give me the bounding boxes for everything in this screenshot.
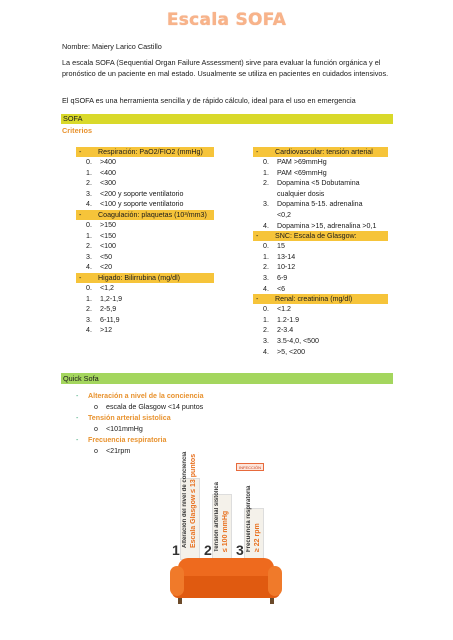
list-item: 2. <300 — [86, 179, 116, 188]
list-item: 3. 6-9 — [263, 273, 288, 282]
group-header: - SNC: Escala de Glasgow: — [253, 231, 388, 241]
list-item: 2. 10-12 — [263, 263, 296, 272]
list-item: 3. 3.5-4,0, <500 — [263, 336, 320, 345]
qsofa-sofa-illustration — [170, 451, 282, 608]
group-header: - Cardiovascular: tensión arterial — [253, 147, 388, 157]
list-item: - Alteración a nivel de la conciencia — [76, 392, 204, 400]
step-1-value: Escala Glasgow ≤ 13 puntos — [190, 453, 197, 548]
list-subitem: o <101mmHg — [94, 425, 143, 433]
list-item: 1. PAM <69mmHg — [263, 168, 327, 177]
list-item: 4. >12 — [86, 326, 113, 335]
step-3-number: 3 — [236, 542, 244, 558]
quick-sofa-bar: Quick Sofa — [61, 373, 393, 384]
list-item: 0. <1.2 — [263, 305, 292, 314]
list-item: 0. <1,2 — [86, 283, 115, 292]
list-item: 1. 1,2-1,9 — [86, 294, 123, 303]
list-item: 3. 6-11,9 — [86, 315, 120, 324]
list-subitem: o escala de Glasgow <14 puntos — [94, 403, 204, 411]
sofa-arm-right — [268, 566, 282, 596]
group-coagulacion — [76, 210, 214, 273]
list-item: 2. 2-5,9 — [86, 305, 117, 314]
list-item: 0. >400 — [86, 158, 116, 166]
step-1-number: 1 — [172, 542, 180, 558]
group-snc — [253, 231, 388, 294]
list-item: - Tensión arterial sistolica — [76, 414, 171, 422]
list-item: 4. Dopamina >15, adrenalina >0,1 — [263, 221, 377, 230]
list-item: 3. Dopamina 5-15. adrenalina <0,2 — [263, 200, 363, 219]
list-item: 2. 2-3.4 — [263, 326, 294, 335]
group-renal — [253, 294, 388, 357]
group-higado — [76, 273, 214, 336]
step-2-number: 2 — [204, 542, 212, 558]
group-header: - Renal: creatinina (mg/dl) — [253, 294, 388, 304]
list-item: 4. >5, <200 — [263, 347, 306, 356]
list-item: 1. <150 — [86, 231, 116, 240]
sofa-leg — [270, 598, 274, 604]
left-criteria-column — [76, 147, 214, 336]
sofa-arm-left — [170, 566, 184, 596]
right-criteria-column — [253, 147, 388, 357]
group-cardiovascular — [253, 147, 388, 231]
criterios-heading: Criterios — [62, 126, 93, 135]
list-item: 1. 13-14 — [263, 252, 296, 261]
sofa-seat — [172, 576, 280, 598]
quick-sofa-list — [76, 391, 204, 457]
group-header: - Coagulación: plaquetas (10³/mm3) — [76, 210, 214, 220]
list-item: 4. <100 y soporte ventilatorio — [86, 200, 184, 209]
list-subitem: o <21rpm — [94, 447, 131, 455]
group-header: - Respiración: PaO2/FIO2 (mmHg) — [76, 147, 214, 157]
page-title: Escala SOFA — [166, 10, 287, 30]
list-item: 4. <20 — [86, 263, 113, 272]
step-1-label: Alteración del nivel de conciencia — [182, 451, 188, 548]
step-3-value: ≥ 22 rpm — [254, 523, 261, 552]
list-item: 3. <50 — [86, 252, 113, 261]
intro-paragraph: La escala SOFA (Sequential Organ Failure Assessment) sirve para evaluar la función orgánica y el pronóstico de un paciente en mal estado. Usualmente se utiliza en pacientes en cuidados intensivos. — [62, 58, 389, 78]
list-item: 1. <400 — [86, 168, 116, 177]
step-3-label: Frecuencia respiratoria — [246, 485, 252, 552]
group-header: - Higado: Bilirrubina (mg/dl) — [76, 273, 214, 283]
qsofa-intro: El qSOFA es una herramienta sencilla y de rápido cálculo, ideal para el uso en emergencia — [62, 96, 356, 105]
group-respiracion — [76, 147, 214, 210]
list-item: 4. <6 — [263, 284, 286, 293]
list-item: 2. Dopamina <5 Dobutamina cualquier dosis — [263, 179, 360, 198]
infection-badge: INFECCIÓN — [236, 463, 264, 471]
sofa-section-bar: SOFA — [61, 114, 393, 124]
list-item: 2. <100 — [86, 242, 116, 251]
step-2-label: Tensión arterial sistólica — [214, 482, 220, 552]
list-item: 0. 15 — [263, 242, 285, 251]
author-line: Nombre: Maiery Larico Castillo — [62, 42, 162, 51]
list-item: 3. <200 y soporte ventilatorio — [86, 189, 184, 198]
step-2-value: ≤ 100 mmHg — [222, 510, 229, 552]
list-item: 0. >150 — [86, 220, 116, 229]
list-item: 1. 1.2-1.9 — [263, 315, 300, 324]
list-item: - Frecuencia respiratoria — [76, 436, 167, 444]
sofa-leg — [178, 598, 182, 604]
list-item: 0. PAM >69mmHg — [263, 158, 327, 166]
